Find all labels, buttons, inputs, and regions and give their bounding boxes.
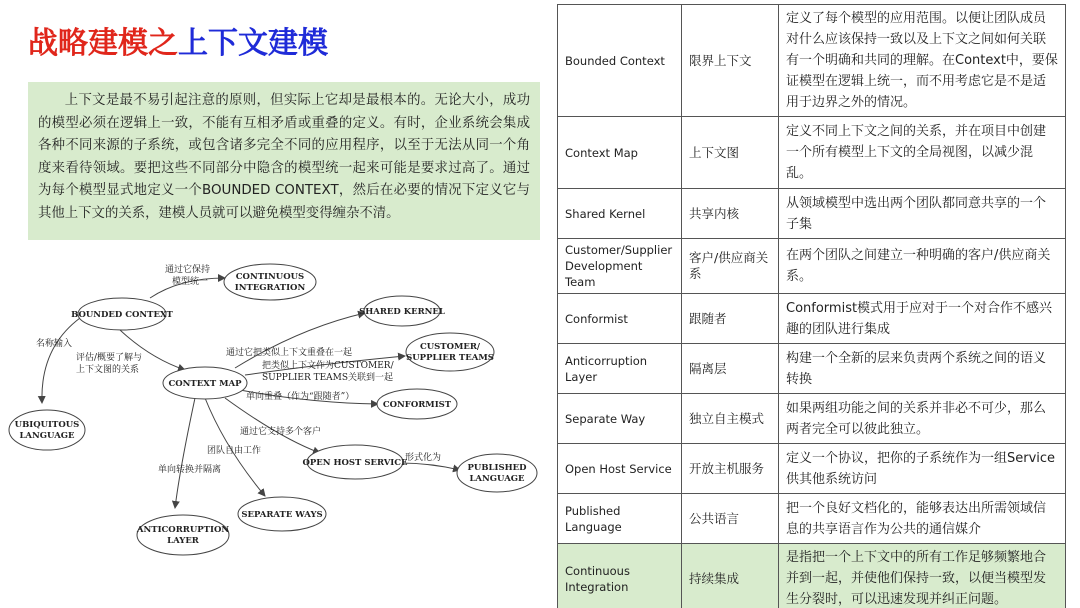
table-row-highlighted [558, 544, 1066, 608]
row-desc: 定义一个协议，把你的子系统作为一组Service供其他系统访问 [779, 444, 1066, 494]
edge-label-multi-client: 通过它支持多个客户 [240, 427, 322, 437]
row-desc: Conformist模式用于应对于一个对合作不感兴趣的团队进行集成 [779, 294, 1066, 344]
row-en: Open Host Service [558, 444, 682, 494]
node-continuous-integration [224, 264, 316, 300]
label-ci-1: CONTINUOUS [235, 272, 305, 282]
table-row [558, 444, 1066, 494]
label-pl-2: LANGUAGE [469, 474, 525, 484]
label-ul-2: LANGUAGE [19, 431, 75, 441]
edge-label-assess-2: 上下文图的关系 [76, 365, 140, 375]
edge-label-customer-2: SUPPLIER TEAMS关联到一起 [262, 373, 394, 383]
label-ul-1: UBIQUITOUS [14, 420, 80, 430]
row-desc: 把一个良好文档化的，能够表达出所需领域信息的共享语言作为公共的通信媒介 [779, 494, 1066, 544]
title-part-blue: 上下文建模 [178, 26, 328, 61]
row-cn: 隔离层 [682, 344, 779, 394]
row-desc: 定义不同上下文之间的关系，并在项目中创建一个所有模型上下文的全局视图，以减少混乱。 [779, 117, 1066, 189]
row-en: Shared Kernel [558, 189, 682, 239]
table-row [558, 117, 1066, 189]
edge-label-assess-1: 评估/概要了解与 [76, 353, 143, 363]
row-en: Continuous Integration [558, 544, 682, 608]
row-cn: 开放主机服务 [682, 444, 779, 494]
label-acl-1: ANTICORRUPTION [136, 525, 230, 535]
node-anticorruption-layer [137, 515, 229, 555]
row-en: Published Language [558, 494, 682, 544]
label-cs-2: SUPPLIER TEAMS [406, 353, 494, 363]
row-en: Bounded Context [558, 5, 682, 117]
table-row [558, 494, 1066, 544]
label-cm: CONTEXT MAP [168, 379, 242, 389]
intro-paragraph: 上下文是最不易引起注意的原则，但实际上它却是最根本的。无论大小，成功的模型必须在逻辑上一致，不能有互相矛盾或重叠的定义。有时，企业系统会集成各种不同来源的子系统，或包含诸多完全不同的应用程序，以至于无法从同一个角度来看待领域。要把这些不同部分中隐含的模型统一起来可能是要求过高了。通过为每个模型显式地定义一个BOUNDED CONTEXT，然后在必要的情况下定义它与其他上下文的关系，建模人员就可以避免模型变得缠杂不清。 [28, 82, 540, 240]
row-en: Customer/Supplier Development Team [558, 239, 682, 294]
edge-label-customer-1: 把类似上下文作为CUSTOMER/ [262, 361, 394, 371]
edge-label-one-way: 单向重叠（作为“跟随者”） [246, 392, 355, 402]
row-cn: 限界上下文 [682, 5, 779, 117]
label-pl-1: PUBLISHED [467, 463, 527, 473]
slide-title [28, 18, 328, 62]
row-desc: 从领域模型中选出两个团队都同意共享的一个子集 [779, 189, 1066, 239]
row-cn: 独立自主模式 [682, 394, 779, 444]
edge-cm-ohs [225, 398, 320, 453]
context-map-diagram [0, 248, 550, 603]
edge-bc-ul [42, 318, 80, 403]
edge-label-formalize: 形式化为 [405, 453, 442, 463]
label-acl-2: LAYER [167, 536, 199, 546]
edge-cm-acl [175, 398, 195, 508]
label-cs-1: CUSTOMER/ [419, 342, 481, 352]
row-cn: 持续集成 [682, 544, 779, 608]
row-en: Conformist [558, 294, 682, 344]
row-cn: 客户/供应商关系 [682, 239, 779, 294]
label-cf: CONFORMIST [382, 400, 452, 410]
table-row [558, 5, 1066, 117]
label-ohs: OPEN HOST SERVICE [302, 458, 408, 468]
table-row [558, 394, 1066, 444]
row-desc: 在两个团队之间建立一种明确的客户/供应商关系。 [779, 239, 1066, 294]
label-ci-2: INTEGRATION [234, 283, 306, 293]
pattern-table [557, 4, 1066, 608]
table-row [558, 239, 1066, 294]
label-sw: SEPARATE WAYS [241, 510, 323, 520]
row-en: Anticorruption Layer [558, 344, 682, 394]
label-bc: BOUNDED CONTEXT [71, 310, 173, 320]
node-customer-supplier [406, 333, 494, 371]
edge-ohs-pl [400, 463, 460, 470]
row-desc: 如果两组功能之间的关系并非必不可少，那么两者完全可以彼此独立。 [779, 394, 1066, 444]
node-published-language [457, 454, 537, 492]
row-cn: 跟随者 [682, 294, 779, 344]
edge-label-one-way-translate: 单向转换并隔离 [158, 465, 222, 475]
table-row [558, 294, 1066, 344]
edge-label-team-free: 团队自由工作 [207, 446, 262, 456]
edge-cm-sk [235, 313, 365, 368]
edge-label-name-input: 名称输入 [36, 339, 73, 349]
edge-label-keep-unified-1: 通过它保持 [165, 265, 211, 275]
table-row [558, 189, 1066, 239]
row-desc: 构建一个全新的层来负责两个系统之间的语义转换 [779, 344, 1066, 394]
label-sk: SHARED KERNEL [359, 307, 445, 317]
row-en: Separate Way [558, 394, 682, 444]
row-desc: 是指把一个上下文中的所有工作足够频繁地合并到一起，并使他们保持一致，以便当模型发生分裂时，可以迅速发现并纠正问题。 [779, 544, 1066, 608]
row-cn: 共享内核 [682, 189, 779, 239]
edge-bc-cm [120, 330, 185, 370]
row-en: Context Map [558, 117, 682, 189]
edge-label-keep-unified-2: 模型统一 [172, 277, 209, 287]
edge-label-overlap: 通过它把类似上下文重叠在一起 [226, 348, 353, 358]
table-row [558, 344, 1066, 394]
row-cn: 上下文图 [682, 117, 779, 189]
title-part-red: 战略建模之 [28, 26, 178, 61]
row-desc: 定义了每个模型的应用范围。以便让团队成员对什么应该保持一致以及上下文之间如何关联有一个明确和共同的理解。在Context中，要保证模型在逻辑上统一，而不用考虑它是不是适用于边界之外的情况。 [779, 5, 1066, 117]
node-ubiquitous-language [9, 410, 85, 450]
row-cn: 公共语言 [682, 494, 779, 544]
